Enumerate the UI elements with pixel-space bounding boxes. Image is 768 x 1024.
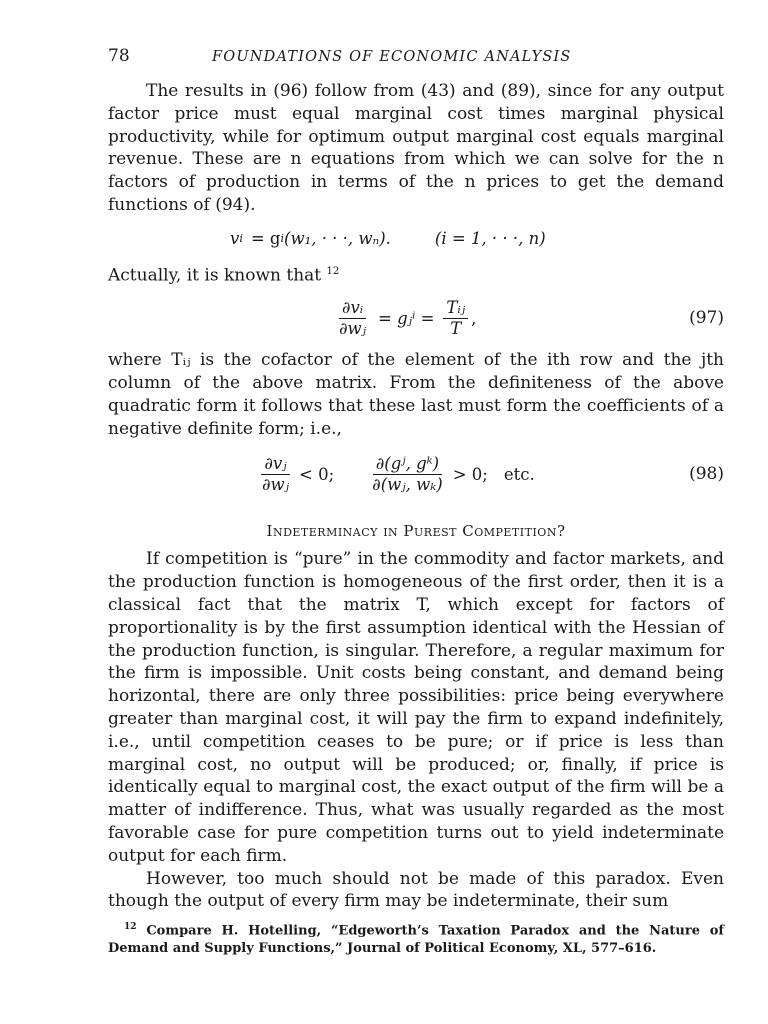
equation-98 (108, 440, 724, 508)
eq97-frac-1 (336, 299, 369, 338)
footnote-ref-12: 12 (326, 265, 340, 277)
eq97-frac1-bottom: ∂wⱼ (339, 318, 367, 338)
eq-rhs: = g (250, 229, 281, 249)
section-heading: Indeterminacy in Purest Competition? (266, 522, 566, 541)
paragraph-1: The results in (96) follow from (43) and (89), since for any output factor price must equal marginal cost times marginal physical productivity, while for optimum output marginal cost equals marginal revenue. These are n equations from which we can solve for the n factors of production in terms of the n prices to get the demand functions of (94). (108, 81, 724, 215)
equation-demand-functions (108, 217, 724, 261)
eq98-relation-1: < 0; (299, 464, 335, 484)
eq97-frac2-bottom: T (450, 318, 462, 338)
paragraph-2: where Tᵢⱼ is the cofactor of the element of the ith row and the jth column of the above matrix. From the definiteness of the above quadratic form it follows that these last must form the coefficients of a negative definite form; i.e., (108, 350, 724, 439)
footnote-text: Compare H. Hotelling, “Edgeworth’s Taxation Paradox and the Nature of Demand and Supply Functions,” Journal of Political Economy, XL, 577–616. (108, 923, 724, 956)
paragraph-3: If competition is “pure” in the commodity and factor markets, and the production function is homogeneous of the first order, then it is a classical fact that the matrix T, which except for factors of proportionality is by the first assumption identical with the Hessian of the production function, is singular. Therefore, a regular maximum for the firm is impossible. Unit costs being constant, and demand being horizontal, there are only three possibilities: price being everywhere greater than marginal cost, it will pay the firm to expand indefinitely, i.e., until competition ceases to be pure; or if price is less than marginal cost, no output will be produced; or, finally, if price is identically equal to marginal cost, the exact output of the firm will be a matter of indifference. Thus, what was usually regarded as the most favorable case for pure competition turns out to yield indeterminate output for each firm. (108, 549, 724, 866)
eq98-frac-1 (259, 455, 292, 494)
page-header (108, 46, 724, 80)
eq97-frac-2 (443, 299, 468, 338)
equation-97 (108, 287, 724, 349)
eq98-etc: etc. (503, 464, 535, 484)
running-head: FOUNDATIONS OF ECONOMIC ANALYSIS (212, 49, 572, 65)
eq97-frac1-top: ∂vᵢ (339, 299, 366, 319)
footnote-12 (108, 919, 724, 957)
eq-lhs-sub: i (239, 232, 243, 246)
eq-lhs: v (230, 229, 240, 249)
actually-text: Actually, it is known that (108, 265, 322, 286)
eq98-frac1-top: ∂vⱼ (261, 455, 289, 475)
equation-number-97: (97) (689, 308, 724, 329)
eq98-frac-2 (369, 455, 446, 494)
eq97-middle: = gⱼⁱ = (378, 308, 435, 328)
equation-number-98: (98) (689, 464, 724, 485)
eq97-frac2-top: Tᵢⱼ (443, 299, 468, 319)
eq-args: (w₁, · · ·, wₙ). (284, 229, 391, 249)
eq98-frac1-bottom: ∂wⱼ (262, 474, 290, 494)
eq98-frac2-top: ∂(gʲ, gᵏ) (373, 455, 442, 475)
footnote-mark: 12 (124, 922, 137, 933)
eq98-relation-2: > 0; (452, 464, 488, 484)
eq97-trailing-comma: , (471, 308, 477, 328)
eq-rhs-sup: i (280, 232, 285, 246)
eq-range: (i = 1, · · ·, n) (434, 229, 546, 249)
eq98-frac2-bottom: ∂(wⱼ, wₖ) (372, 474, 443, 494)
book-page (108, 46, 724, 958)
page-number: 78 (108, 46, 130, 66)
actually-line (108, 261, 724, 287)
paragraph-4: However, too much should not be made of this paradox. Even though the output of every firm may be indeterminate, their sum (108, 868, 724, 912)
